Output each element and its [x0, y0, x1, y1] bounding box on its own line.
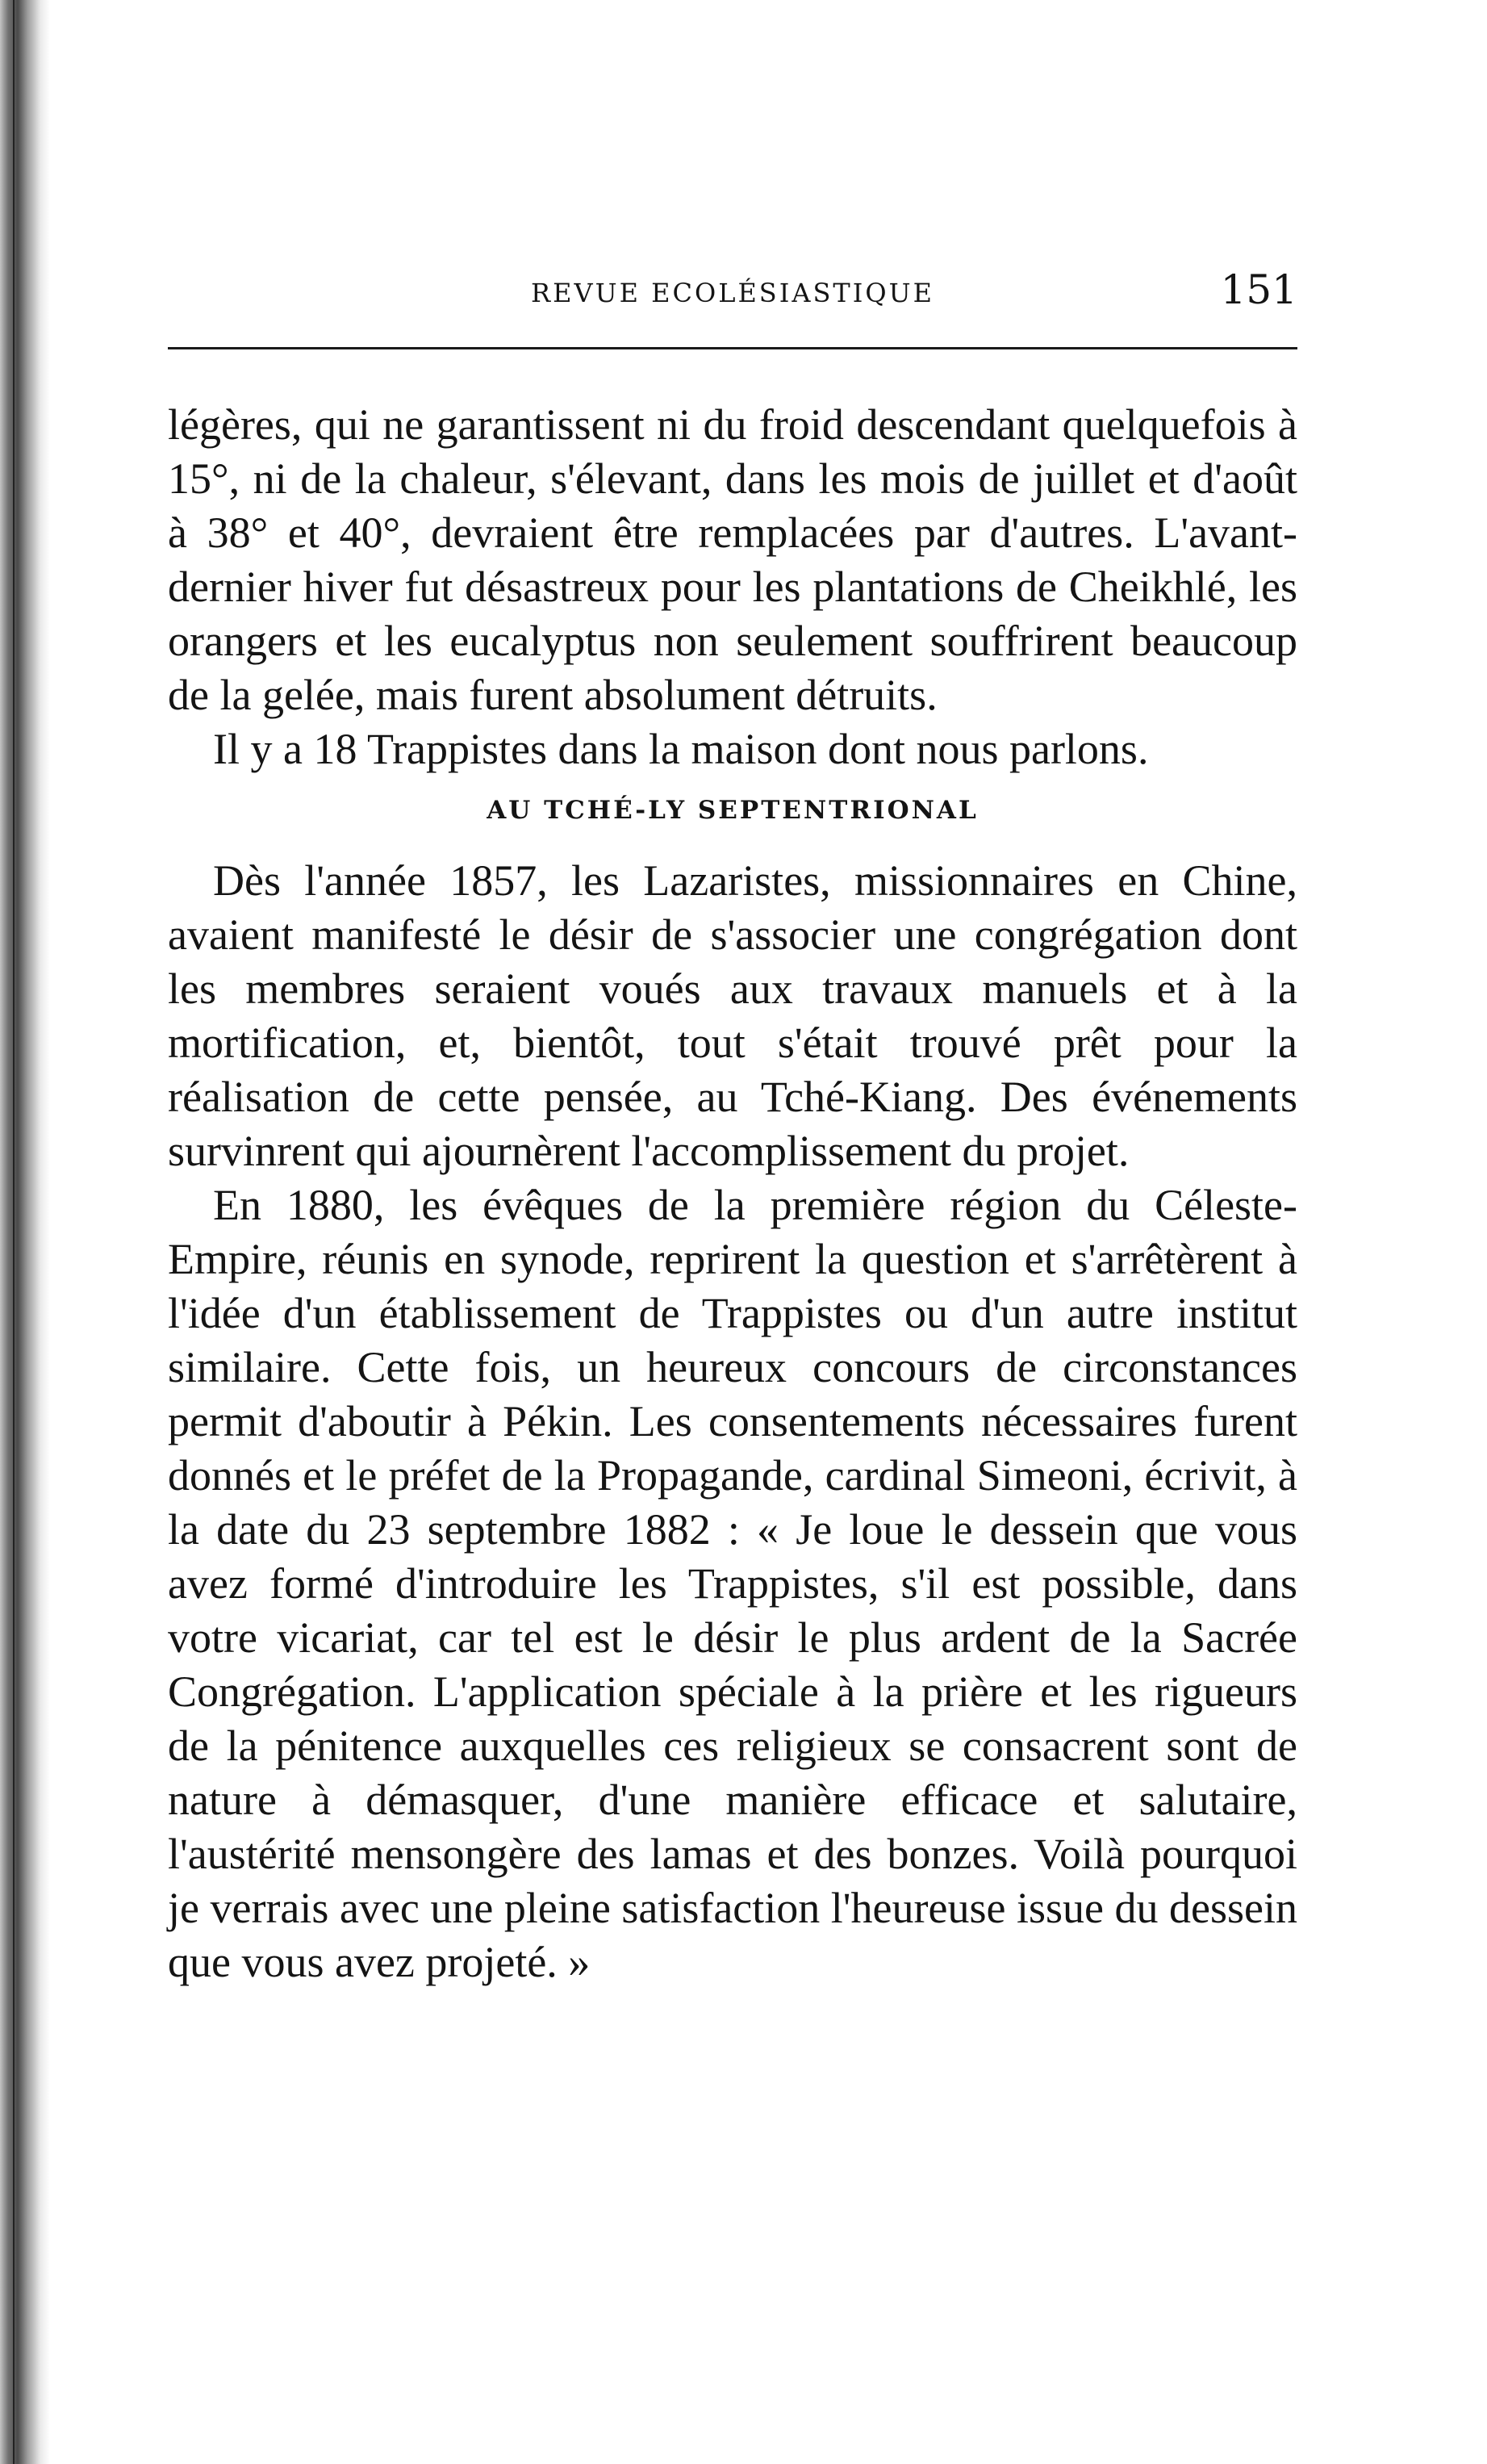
running-title: REVUE ECOLÉSIASTIQUE: [531, 278, 934, 308]
paragraph-lazarists: Dès l'année 1857, les Lazaristes, missionnaires en Chine, avaient manifesté le désir de s'associer une congrégation dont les membres seraient voués aux travaux manuels et à la mortification, et, bientôt, tout s'était trouvé prêt pour la réalisation de cette pensée, au Tché-Kiang. Des événements survinrent qui ajournèrent l'accomplissement du projet.: [168, 856, 1297, 1175]
section-heading: AU TCHÉ-LY SEPTENTRIONAL: [487, 796, 979, 825]
header-rule: [168, 347, 1297, 349]
paragraph-trappist-count: Il y a 18 Trappistes dans la maison dont nous parlons.: [213, 725, 1149, 773]
page-binding-shadow: [0, 0, 50, 2464]
paragraph-synod: En 1880, les évêques de la première région du Céleste-Empire, réunis en synode, reprirent la question et s'arrêtèrent à l'idée d'un établissement de Trappistes ou d'un autre institut similaire. Cette fois, un heureux concours de circonstances permit d'aboutir à Pékin. Les consentements nécessaires furent donnés et le préfet de la Propagande, cardinal Simeoni, écrivit, à la date du 23 septembre 1882 : « Je loue le dessein que vous avez formé d'introduire les Trappistes, s'il est possible, dans votre vicariat, car tel est le désir le plus ardent de la Sacrée Congrégation. L'application spéciale à la prière et les rigueurs de la pénitence auxquelles ces religieux se consacrent sont de nature à démasquer, d'une manière efficace et salutaire, l'austérité mensongère des lamas et des bonzes. Voilà pourquoi je verrais avec une pleine satisfaction l'heureuse issue du dessein que vous avez projeté. »: [168, 1181, 1297, 1986]
paragraph-continuation: légères, qui ne garantissent ni du froid descendant quelquefois à 15°, ni de la chaleur, s'élevant, dans les mois de juillet et d'août à 38° et 40°, devraient être remplacées par d'autres. L'avant-dernier hiver fut désastreux pour les plantations de Cheikhlé, les orangers et les eucalyptus non seulement souffrirent beaucoup de la gelée, mais furent absolument détruits.: [168, 400, 1297, 719]
page-edge-line: [13, 0, 15, 2464]
page-number: 151: [1220, 266, 1297, 313]
document-page: [168, 266, 1297, 1989]
running-header: [168, 266, 1297, 323]
